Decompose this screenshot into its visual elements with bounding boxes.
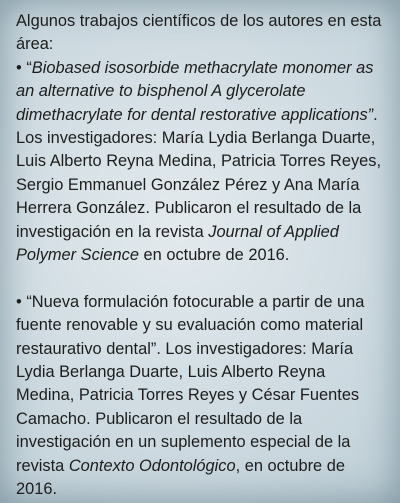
intro-text: Algunos trabajos científicos de los autores en esta área: (16, 12, 382, 54)
bullet: • (16, 292, 22, 311)
publication-item-1 (16, 57, 386, 268)
publication-details: . Los investigadores: María Lydia Berlanga Duarte, Luis Alberto Reyna Medina, Patricia Torres Reyes, Sergio Emmanuel González Pérez y Ana María Herrera González. Publicaron el resultado de la investigación en la revista (16, 105, 382, 241)
journal-name: Contexto Odontológico (68, 456, 236, 475)
quote-open: “ (26, 58, 32, 77)
article-title: Biobased isosorbide methacrylate monomer as an alternative to bisphenol A glycerolate dimethacrylate for dental restorative applications (16, 58, 374, 124)
publication-details: . Los investigadores: María Lydia Berlanga Duarte, Luis Alberto Reyna Medina, Patricia Torres Reyes y César Fuentes Camacho. Publicaron el resultado de la investigación en un suplemento especial de la revista (16, 339, 360, 475)
item-spacer (16, 267, 386, 290)
publication-date: en octubre de 2016. (138, 246, 290, 265)
bullet: • (16, 58, 22, 77)
journal-name: Journal of Applied Polymer Science (16, 222, 339, 265)
article-title: “Nueva formulación fotocurable a partir de una fuente renovable y su evaluación como material restaurativo dental” (16, 292, 365, 358)
publication-item-2 (16, 291, 386, 502)
quote-close: ” (367, 105, 374, 124)
publication-date: , en octubre de 2016. (16, 456, 345, 499)
